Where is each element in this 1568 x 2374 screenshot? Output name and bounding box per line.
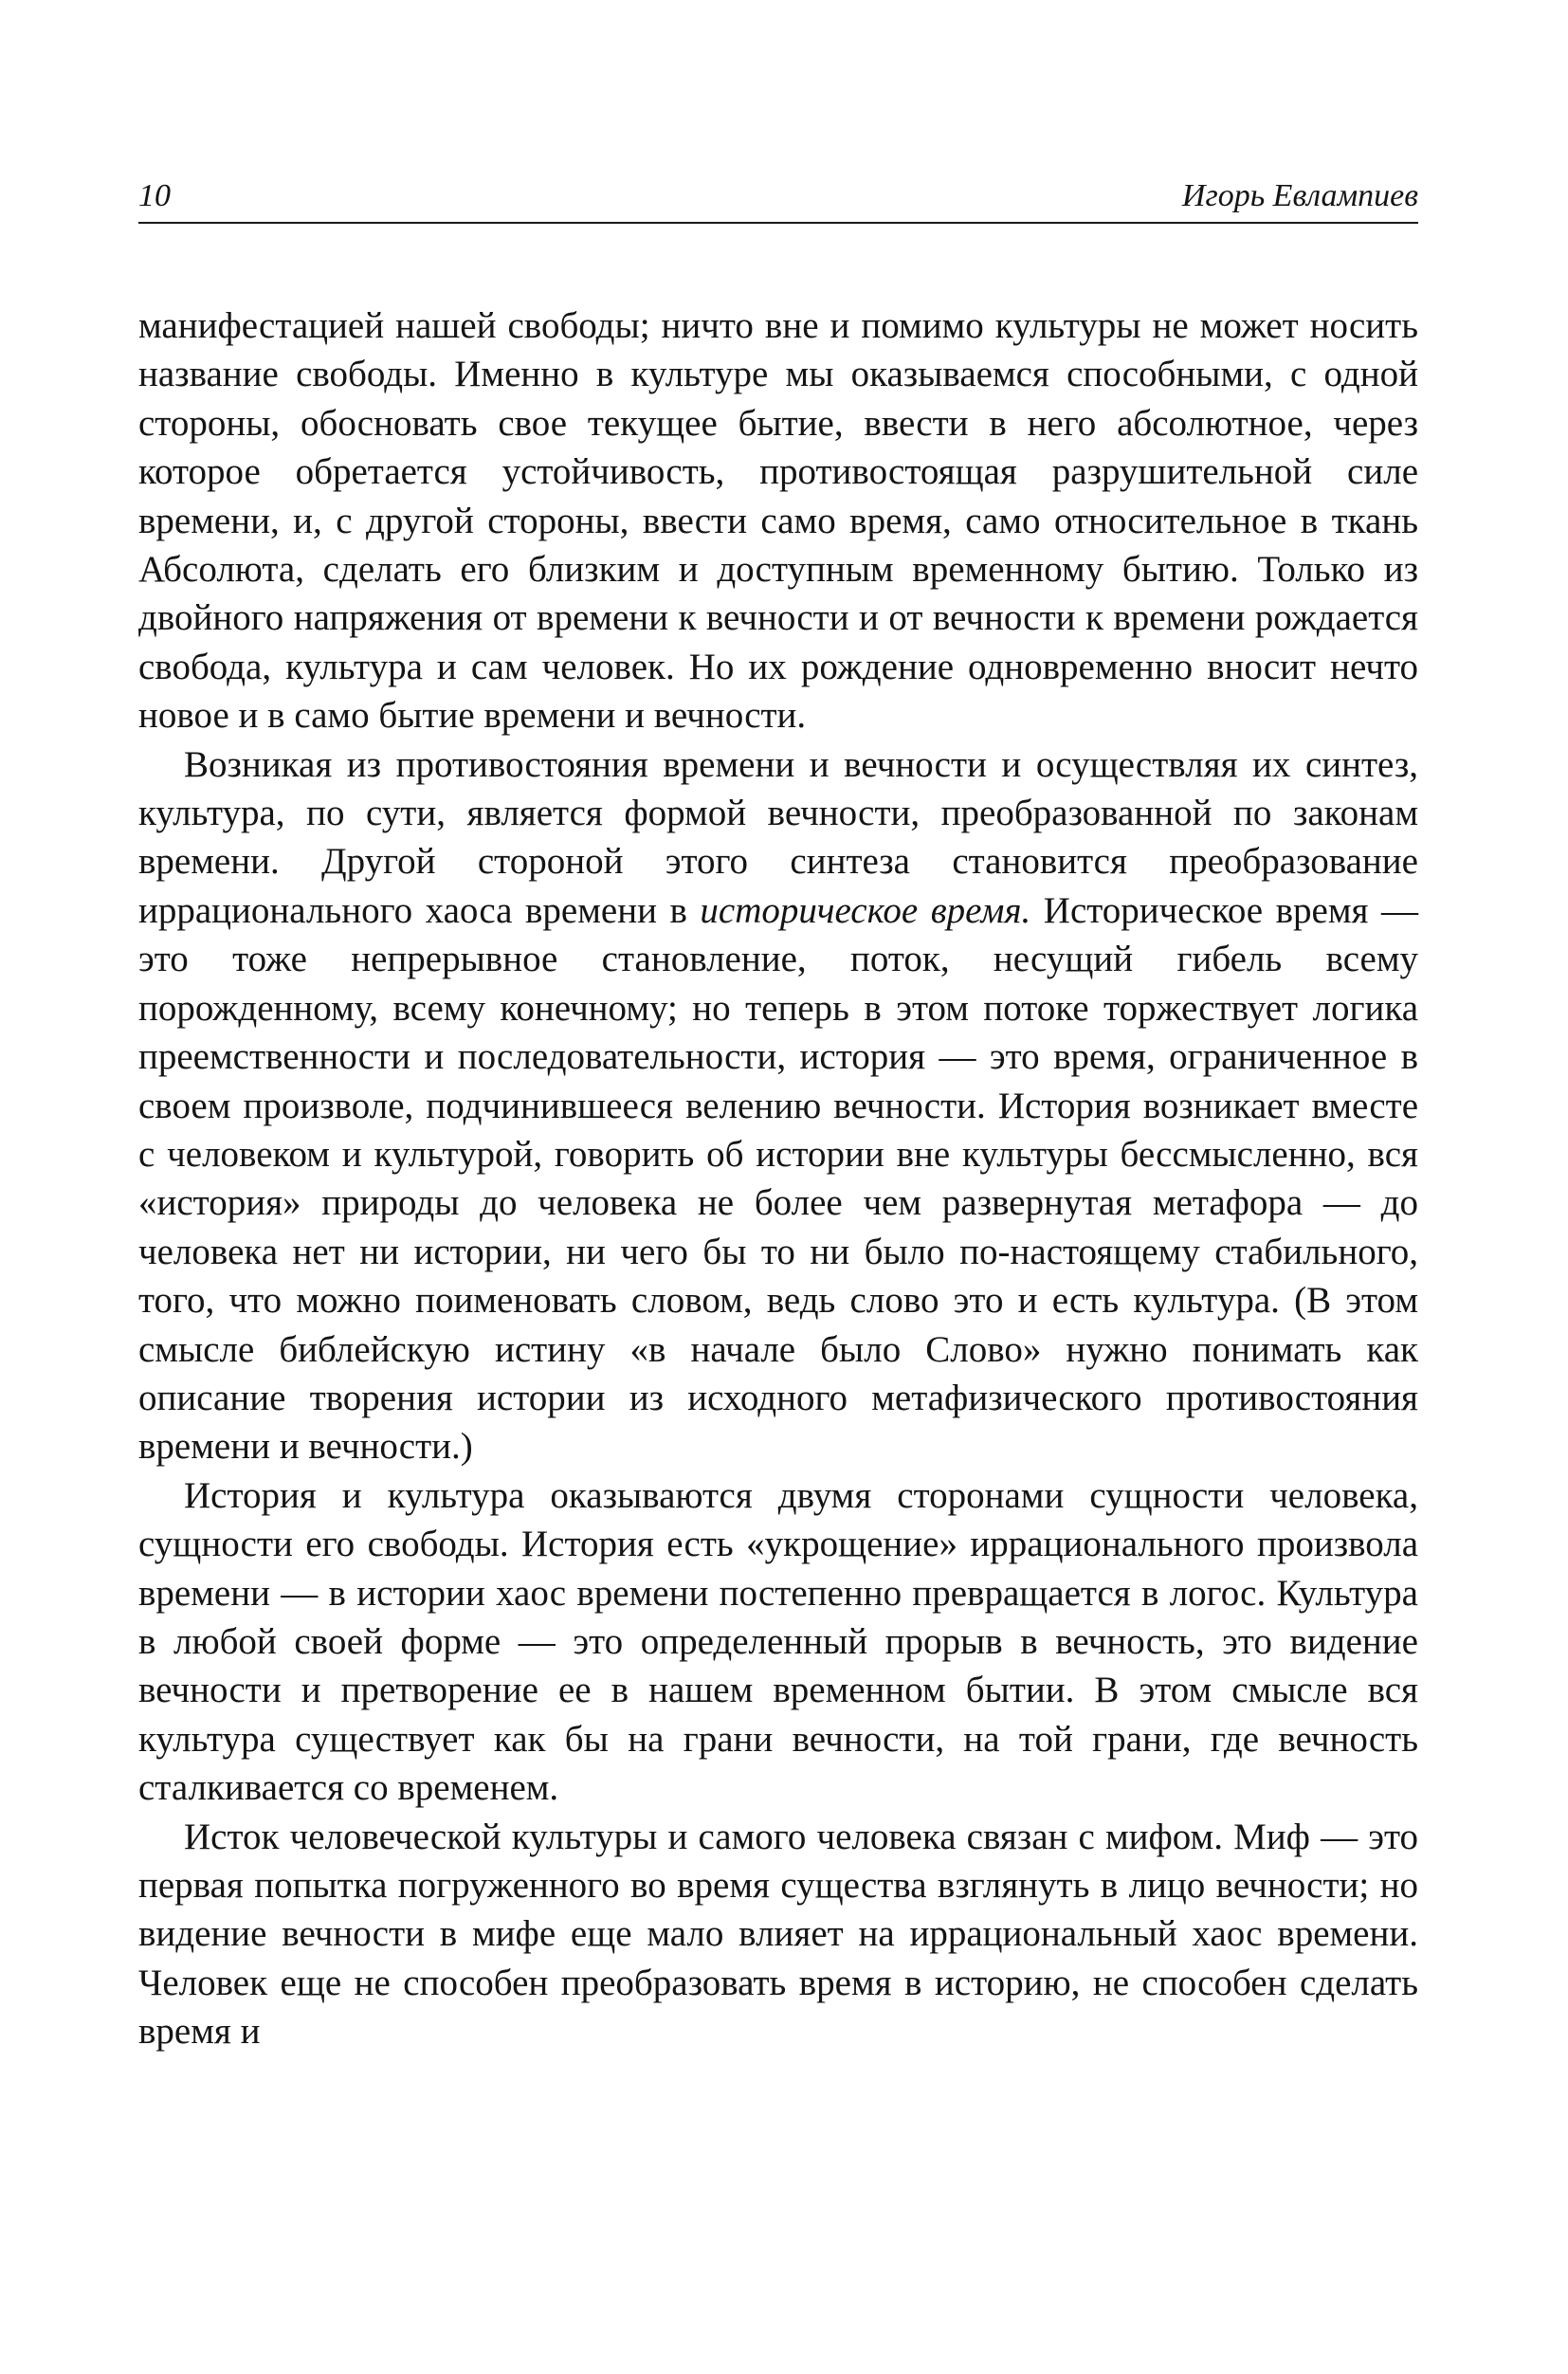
paragraph-2 — [138, 740, 1418, 1471]
page-header — [138, 173, 1418, 224]
paragraph-1: манифестацией нашей свободы; ничто вне и помимо культуры не может носить название свободы. Именно в культуре мы оказываемся способными, с одной стороны, обосновать свое текущее бытие, ввести в него абсолютное, через которое обретается устойчивость, противостоящая разрушительной силе времени, и, с другой стороны, ввести само время, само относительное в ткань Абсолюта, сделать его близким и доступным временному бытию. Только из двойного напряжения от времени к вечности и от вечности к времени рождается свобода, культура и сам человек. Но их рождение одновременно вносит нечто новое и в само бытие времени и вечности. — [138, 305, 1418, 737]
body-text — [138, 301, 1418, 2056]
paragraph-3: История и культура оказываются двумя сторонами сущности человека, сущности его свободы. История есть «укрощение» иррационального произвола времени — в истории хаос времени постепенно превращается в логос. Культура в любой своей форме — это определенный прорыв в вечность, это видение вечности и претворение ее в нашем временном бытии. В этом смысле вся культура существует как бы на грани вечности, на той грани, где вечность сталкивается со временем. — [138, 1474, 1418, 1809]
page-number: 10 — [138, 178, 171, 213]
paragraph-2-text-after: Историческое время — это тоже непрерывное становление, поток, несущий гибель всему порожденному, всему конечному; но теперь в этом потоке торжествует логика преемственности и последовательности, история — это время, ограниченное в своем произволе, подчинившееся велению вечности. История возникает вместе с человеком и культурой, говорить об истории вне культуры бессмысленно, вся «история» природы до человека не более чем развернутая метафора — до человека нет ни истории, ни чего бы то ни было по-настоящему стабильного, того, что можно поименовать словом, ведь слово это и есть культура. (В этом смысле библейскую истину «в начале было Слово» нужно понимать как описание творения истории из исходного метафизического противостояния времени и вечности.) — [138, 889, 1418, 1468]
paragraph-4: Исток человеческой культуры и самого человека связан с мифом. Миф — это первая попытка погруженного во время существа взглянуть в лицо вечности; но видение вечности в мифе еще мало влияет на иррациональный хаос времени. Человек еще не способен преобразовать время в историю, не способен сделать время и — [138, 1816, 1418, 2053]
running-title: Игорь Евлампиев — [1181, 178, 1418, 213]
paragraph-2-text-before: Возникая из противостояния времени и вечности и осуществляя их синтез, культура, по сути, является формой вечности, преобразованной по законам времени. Другой стороной этого синтеза становится преобразование иррационального хаоса времени в — [138, 743, 1418, 931]
paragraph-2-emphasis: историческое время. — [700, 889, 1031, 931]
